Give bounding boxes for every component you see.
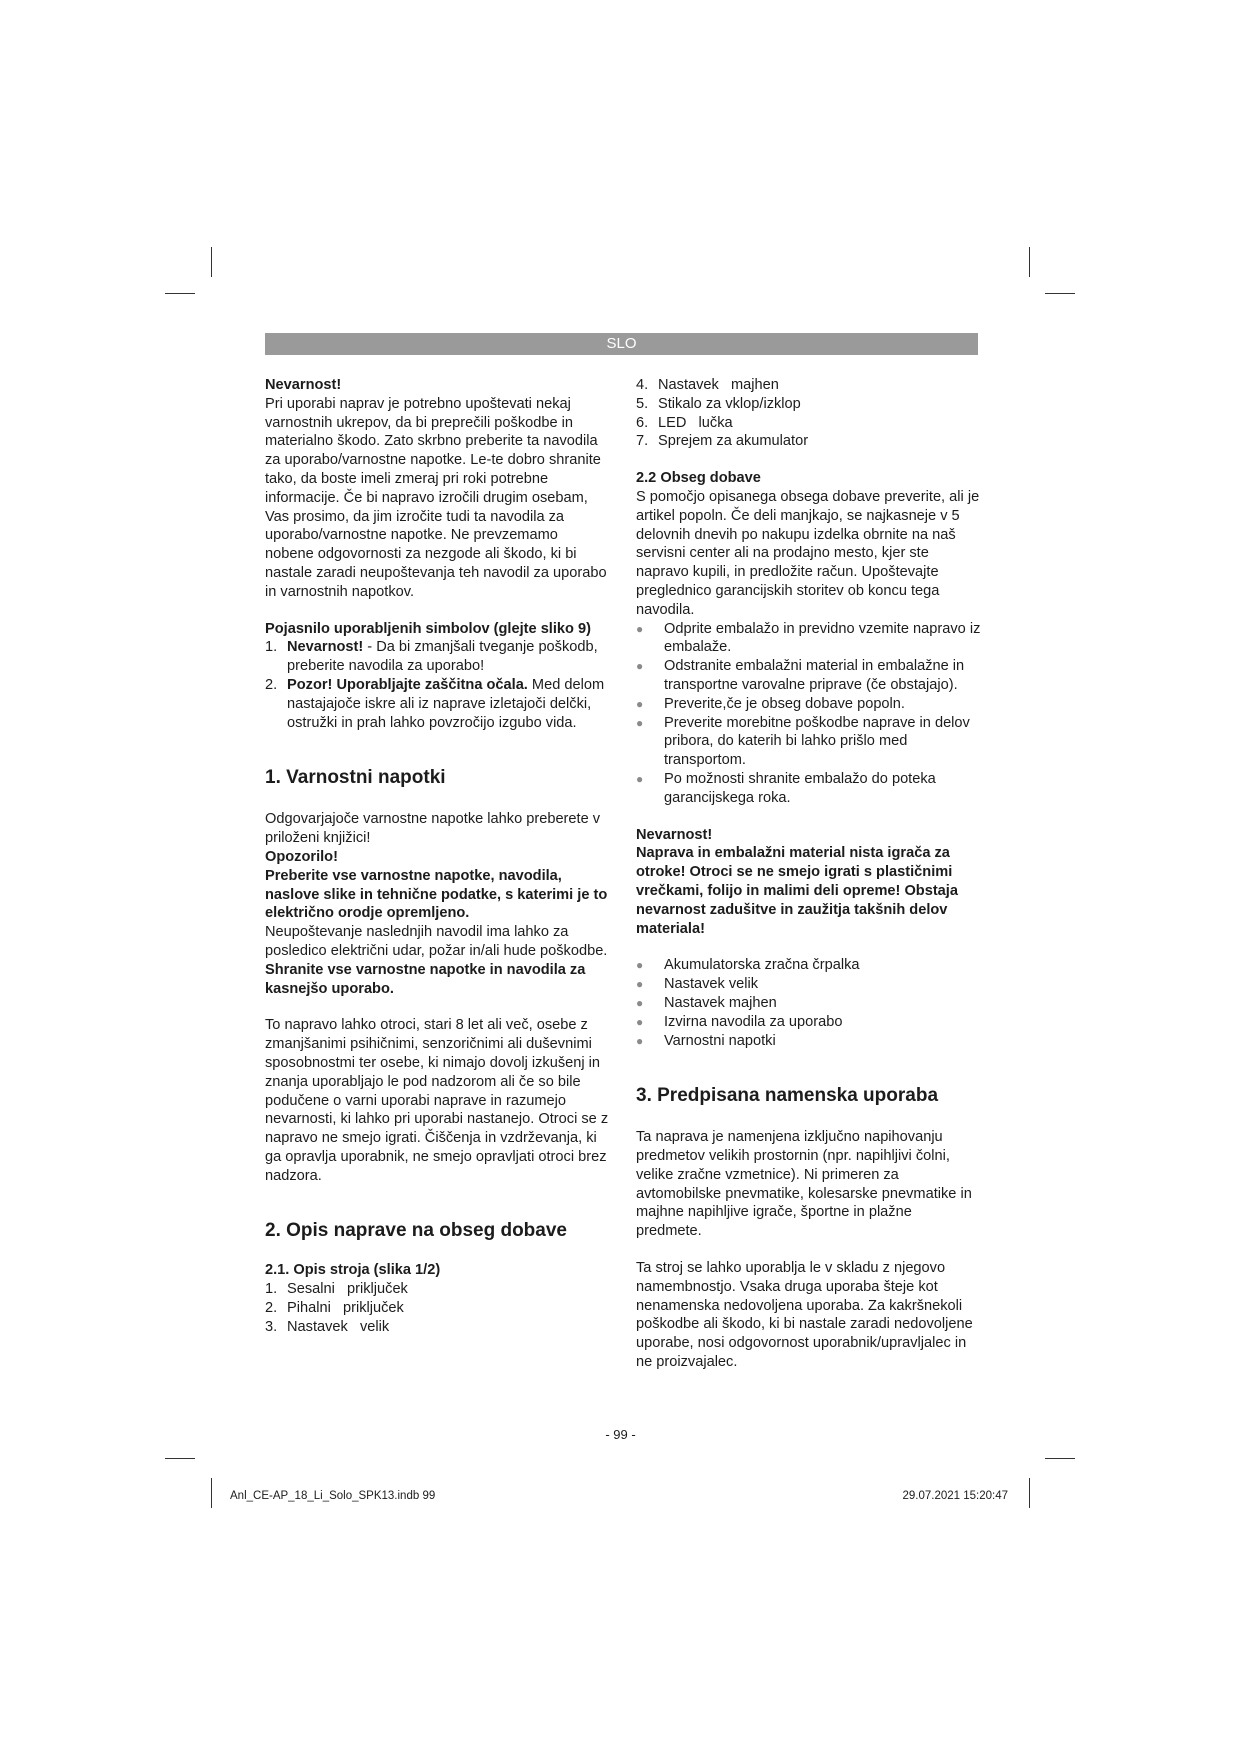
part-item: 5. Stikalo za vklop/izklop (636, 395, 801, 412)
s22-bullets (636, 620, 981, 808)
bullet-icon: ● (636, 1014, 644, 1029)
footer-date-time: 29.07.2021 15:20:47 (902, 1490, 1008, 1502)
crop-mark (1029, 1478, 1030, 1508)
s21-title: 2.1. Opis stroja (slika 1/2) (265, 1262, 441, 1279)
symbol-item: 2. Pozor! Uporabljajte zaščitna očala. Med delom nastajajoče iskre ali iz naprave izletajoči delčki, ostružki in prah lahko povzročijo izgubo vida. (265, 676, 605, 731)
list-item: ● Preverite,če je obseg dobave popoln. (636, 695, 905, 712)
list-item: ● Nastavek velik (636, 976, 759, 993)
footer-file-name: Anl_CE-AP_18_Li_Solo_SPK13.indb 99 (230, 1490, 436, 1502)
list-item: ● Odprite embalažo in previdno vzemite napravo iz embalaže. (636, 620, 981, 656)
crop-mark (165, 293, 195, 294)
s1-warning-text: Neupoštevanje naslednjih navodil ima lahko za posledico električni udar, požar in/ali hude poškodbe. (265, 924, 608, 959)
list-item: ● Po možnosti shranite embalažo do poteka garancijskega roka. (636, 770, 936, 806)
symbols-title: Pojasnilo uporabljenih simbolov (glejte sliko 9) (265, 620, 591, 637)
symbol-item: 1. Nevarnost! - Da bi zmanjšali tveganje poškodb, preberite navodila za uporabo! (265, 639, 598, 675)
s1-children: To napravo lahko otroci, stari 8 let ali več, osebe z zmanjšanimi psihičnimi, senzoričnimi ali duševnimi sposobnostmi ter osebe, ki nimajo dovolj izkušenj in znanja uporabljajo le pod nadzorom ali če so bile podučene o varni uporabi naprave in razumejo nevarnosti, ki lahko pri uporabi nastanejo. Otroci se z napravo ne smejo igrati. Čiščenja in vzdrževanja, ki ga opravlja uporabnik, ne smejo opravljati otroci brez nadzora. (265, 1017, 609, 1184)
s1-intro: Odgovarjajoče varnostne napotke lahko preberete v priloženi knjižici! (265, 811, 601, 847)
crop-mark (165, 1458, 195, 1459)
s1-warning-bold: Preberite vse varnostne napotke, navodila, naslove slike in tehnične podatke, s katerimi je to električno orodje opremljeno. (265, 867, 608, 922)
s22-text: S pomočjo opisanega obsega dobave preverite, ali je artikel popoln. Če deli manjkajo, se najkasneje v 5 delovnih dnevih po nakupu izdelka obrnite na naš servisni center ali na prodajno mesto, kjer ste napravo kupili, in predložite račun. Upoštevajte preglednico garancijskih storitev ob koncu tega navodila. (636, 488, 980, 618)
list-item: ● Akumulatorska zračna črpalka (636, 957, 860, 974)
language-label: SLO (606, 335, 637, 352)
crop-mark (1029, 247, 1030, 277)
danger-text: Pri uporabi naprav je potrebno upoštevati nekaj varnostnih ukrepov, da bi preprečili poškodbe in materialno škodo. Zato skrbno preberite ta navodila za uporabo/varnostne napotke. Le-te dobro shranite tako, da boste imeli zmeraj pri roki potrebne informacije. Če bi napravo izročili drugim osebam, Vas prosimo, da jim izročite tudi ta navodila za uporabo/varnostne napotke. Ne prevzemamo nobene odgovornosti za nezgode ali škodo, ki bi nastale zaradi neupoštevanja teh navodil za uporabo in varnostnih napotkov. (265, 395, 607, 600)
s1-keep: Shranite vse varnostne napotke in navodila za kasnejšo uporabo. (265, 961, 586, 997)
bullet-icon: ● (636, 995, 644, 1010)
s3-paragraph-1: Ta naprava je namenjena izključno napihovanju predmetov velikih prostornin (npr. napihljivi čolni, velike zračne vzmetnice). Ni primeren za avtomobilske pnevmatike, kolesarske pnevmatike in majhne napihljive igrače, športne in plažne predmete. (636, 1129, 972, 1240)
crop-mark (211, 247, 212, 277)
list-item: ● Odstranite embalažni material in embalažne in transportne varovalne priprave (če obstajajo). (636, 658, 965, 693)
page-number: - 99 - (605, 1427, 636, 1442)
crop-mark (1045, 293, 1075, 294)
part-item: 7. Sprejem za akumulator (636, 433, 809, 450)
left-column (265, 376, 610, 1337)
bullet-icon: ● (636, 958, 644, 973)
parts-list-right (636, 376, 981, 451)
bullet-icon: ● (636, 977, 644, 992)
symbols-list (265, 638, 610, 732)
contents-list (636, 956, 981, 1050)
right-column (636, 376, 981, 1372)
part-item: 6. LED lučka (636, 414, 733, 431)
list-item: ● Izvirna navodila za uporabo (636, 1013, 843, 1030)
parts-list-left (265, 1280, 610, 1336)
danger2-title: Nevarnost! (636, 826, 713, 843)
part-item: 2. Pihalni priključek (265, 1300, 404, 1317)
section2-title: 2. Opis naprave na obseg dobave (265, 1220, 567, 1242)
bullet-icon: ● (636, 771, 644, 786)
bullet-icon: ● (636, 659, 644, 674)
bullet-icon: ● (636, 1033, 644, 1048)
s3-paragraph-2: Ta stroj se lahko uporablja le v skladu z njegovo namembnostjo. Vsaka druga uporaba šteje kot nenamenska nedovoljena uporaba. Za kakršnekoli poškodbe ali škodo, ki bi nastale zaradi nedovoljene uporabe, nosi odgovornost uporabnik/upravljalec in ne proizvajalec. (636, 1260, 973, 1371)
s22-title: 2.2 Obseg dobave (636, 470, 761, 487)
list-item: ● Preverite morebitne poškodbe naprave in delov pribora, do katerih bi lahko prišlo med transportom. (636, 714, 970, 769)
part-item: 4. Nastavek majhen (636, 377, 779, 393)
bullet-icon: ● (636, 621, 644, 636)
part-item: 1. Sesalni priključek (265, 1281, 408, 1298)
part-item: 3. Nastavek velik (265, 1318, 390, 1335)
list-item: ● Varnostni napotki (636, 1032, 776, 1049)
crop-mark (1045, 1458, 1075, 1459)
bullet-icon: ● (636, 696, 644, 711)
crop-mark (211, 1478, 212, 1508)
danger2-text: Naprava in embalažni material nista igrača za otroke! Otroci se ne smejo igrati s plastičnimi vrečkami, folijo in malimi deli opreme! Obstaja nevarnost zadušitve in zaužitja takšnih delov materiala! (636, 845, 958, 937)
section1-title: 1. Varnostni napotki (265, 767, 446, 789)
language-header-bar (265, 333, 978, 355)
section3-title: 3. Predpisana namenska uporaba (636, 1085, 939, 1107)
danger-title: Nevarnost! (265, 377, 342, 393)
s1-warning-title: Opozorilo! (265, 848, 338, 865)
list-item: ● Nastavek majhen (636, 994, 777, 1011)
bullet-icon: ● (636, 715, 644, 730)
